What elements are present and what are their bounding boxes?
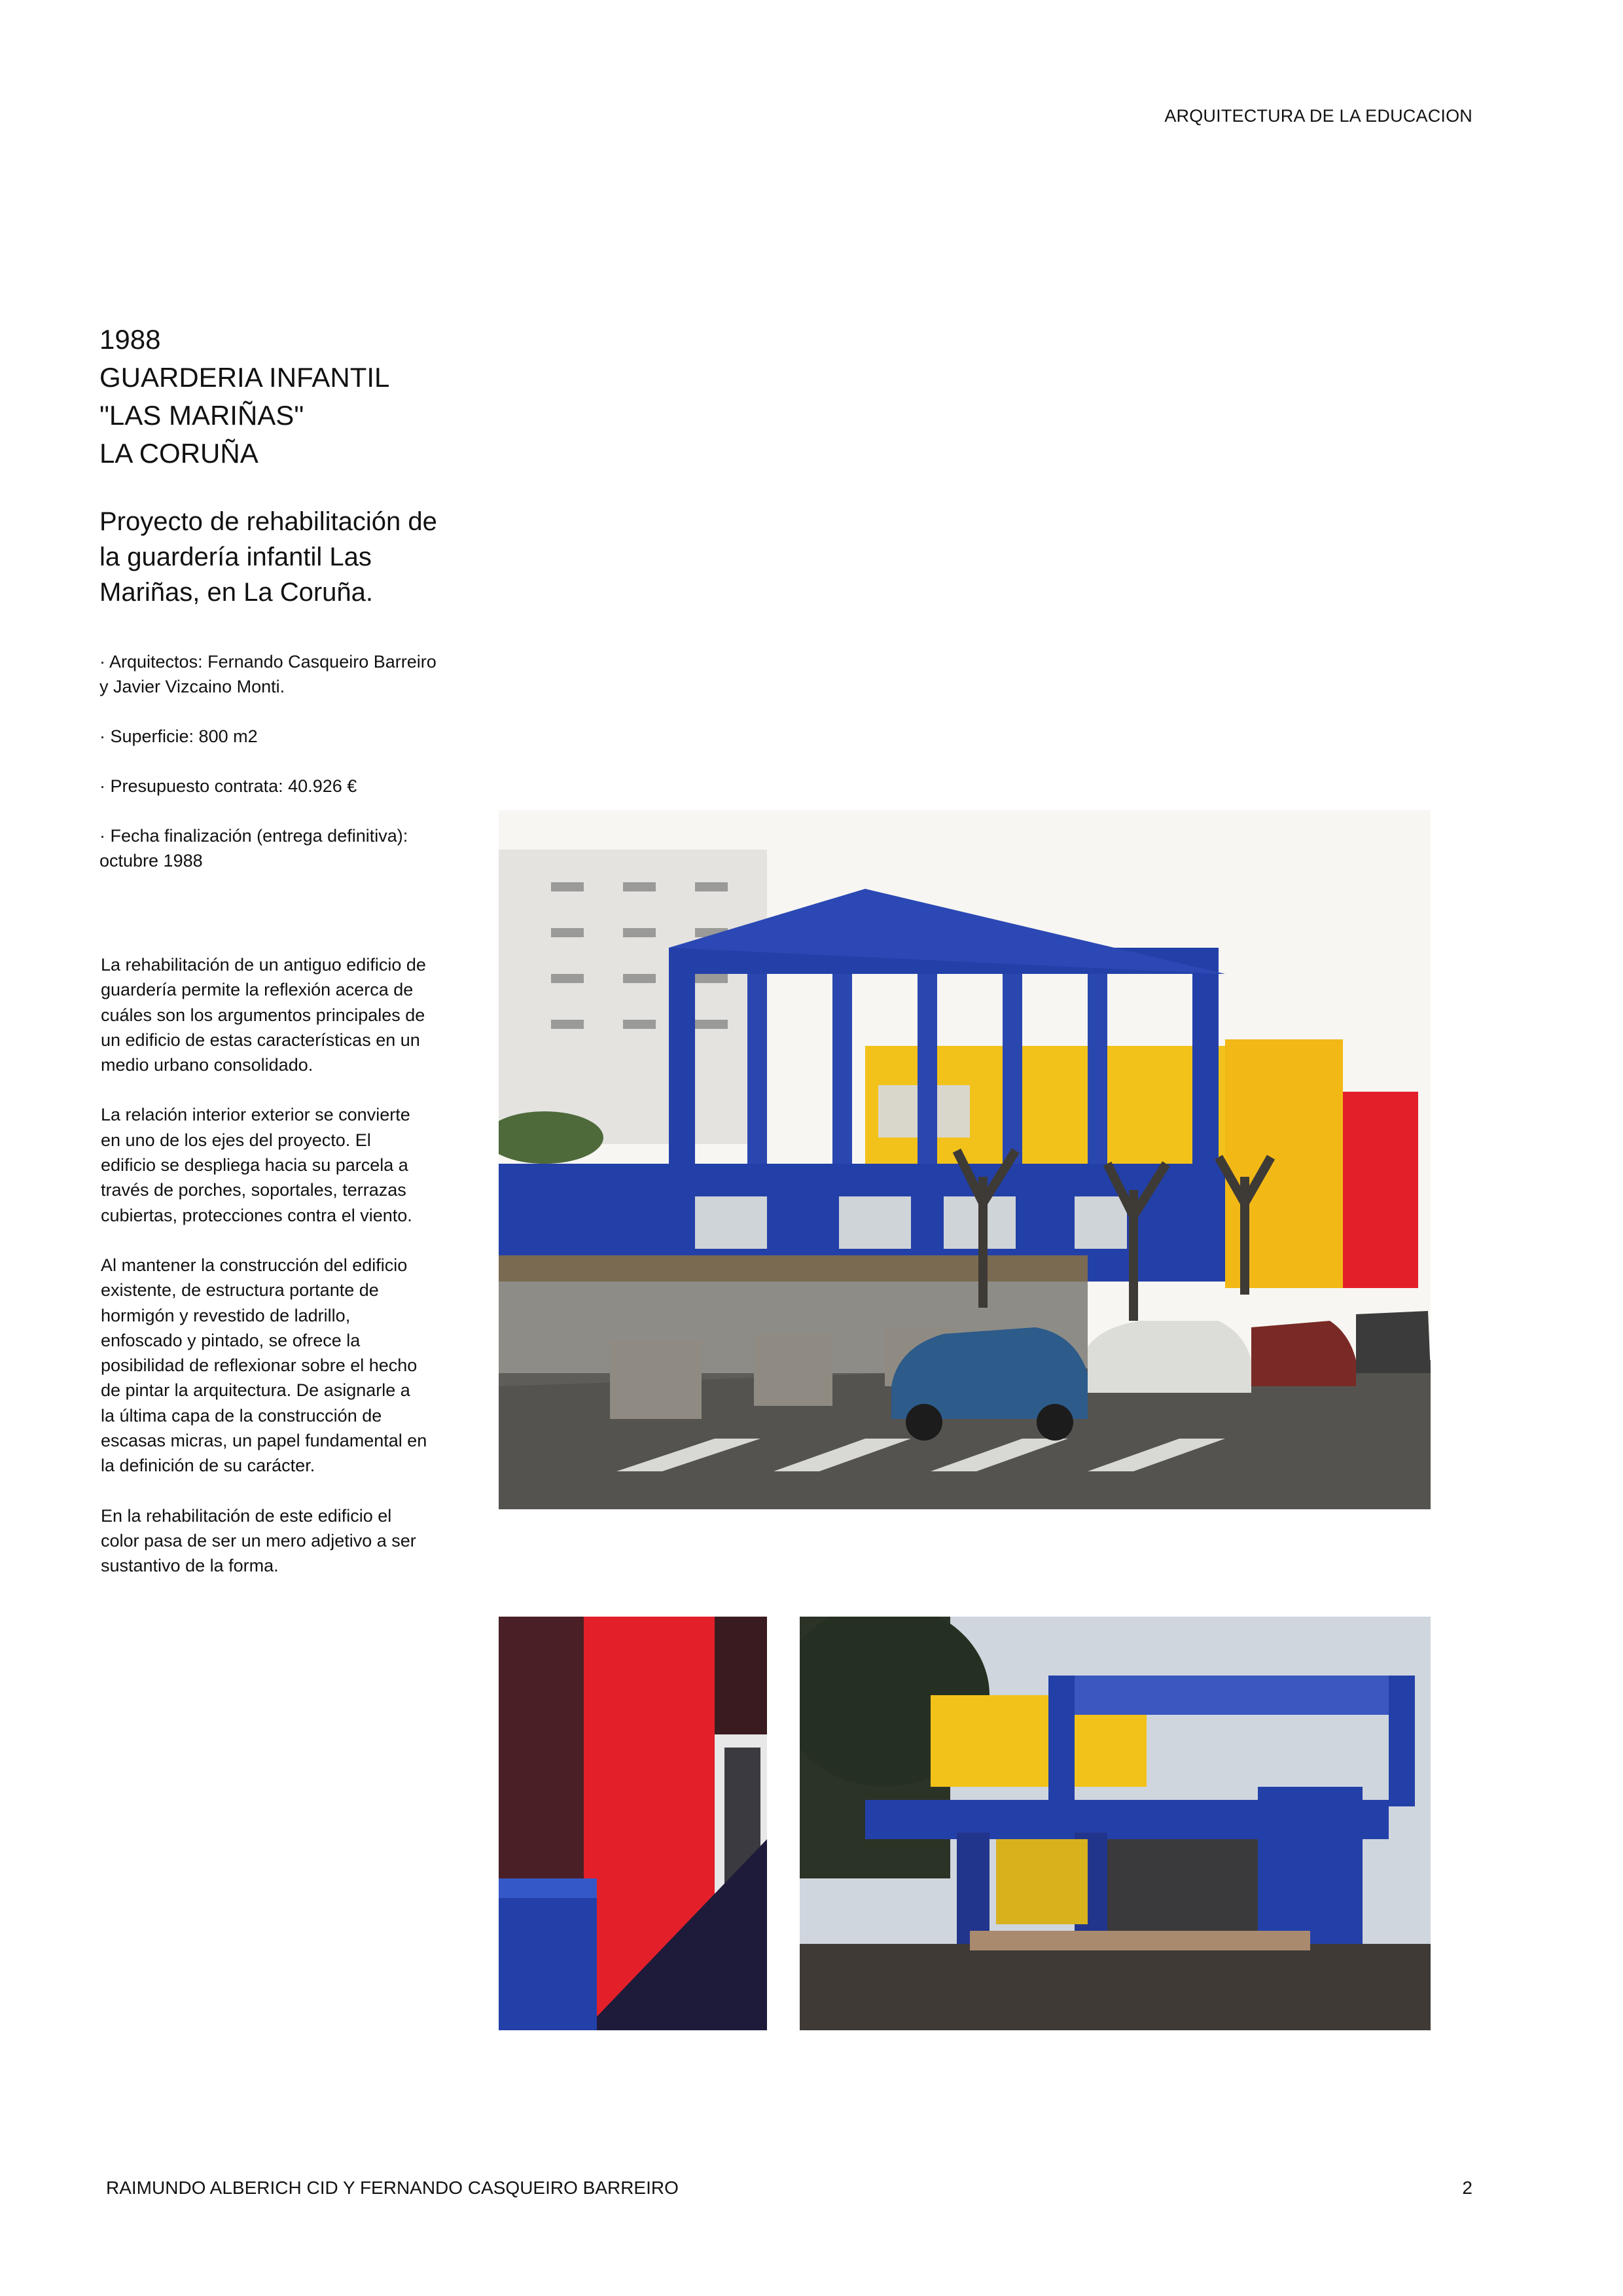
footer-authors: RAIMUNDO ALBERICH CID Y FERNANDO CASQUEIRO BARREIRO — [106, 2178, 679, 2198]
project-name-line2: "LAS MARIÑAS" — [99, 400, 304, 431]
project-year: 1988 — [99, 324, 161, 355]
project-facts — [99, 649, 440, 898]
photo-facade-detail — [499, 1617, 767, 2030]
description-paragraph-3: Al mantener la construcción del edificio existente, de estructura portante de hormigón y revestido de ladrillo, enfoscado y pintado, se ofrece la posibilidad de reflexionar sobre el hecho de pintar la arquitectura. De asignarle a la última capa de la construcción de escasas micras, un papel fundamental en la definición de su carácter. — [101, 1255, 427, 1476]
project-name-line1: GUARDERIA INFANTIL — [99, 362, 390, 393]
running-header: ARQUITECTURA DE LA EDUCACION — [1164, 106, 1472, 126]
project-title — [99, 321, 492, 473]
project-location: LA CORUÑA — [99, 438, 259, 469]
fact-surface: · Superficie: 800 m2 — [99, 726, 258, 746]
description-paragraph-1: La rehabilitación de un antiguo edificio de guardería permite la reflexión acerca de cuáles son los argumentos principales de un edificio de estas características en un medio urbano consolidado. — [101, 955, 426, 1075]
project-description — [101, 952, 428, 1604]
description-paragraph-4: En la rehabilitación de este edificio el color pasa de ser un mero adjetivo a ser sustantivo de la forma. — [101, 1505, 416, 1576]
photo-building-exterior — [499, 810, 1431, 1509]
photo-pergola — [800, 1617, 1431, 2030]
fact-completion: · Fecha finalización (entrega definitiva): octubre 1988 — [99, 826, 408, 870]
project-subtitle: Proyecto de rehabilitación de la guardería infantil Las Mariñas, en La Coruña. — [99, 507, 437, 607]
fact-architects: · Arquitectos: Fernando Casqueiro Barreiro y Javier Vizcaino Monti. — [99, 652, 437, 696]
fact-budget: · Presupuesto contrata: 40.926 € — [99, 776, 357, 796]
page-number: 2 — [1462, 2178, 1472, 2198]
description-paragraph-2: La relación interior exterior se convierte en uno de los ejes del proyecto. El edificio se despliega hacia su parcela a través de porches, soportales, terrazas cubiertas, protecciones contra el viento. — [101, 1105, 412, 1225]
